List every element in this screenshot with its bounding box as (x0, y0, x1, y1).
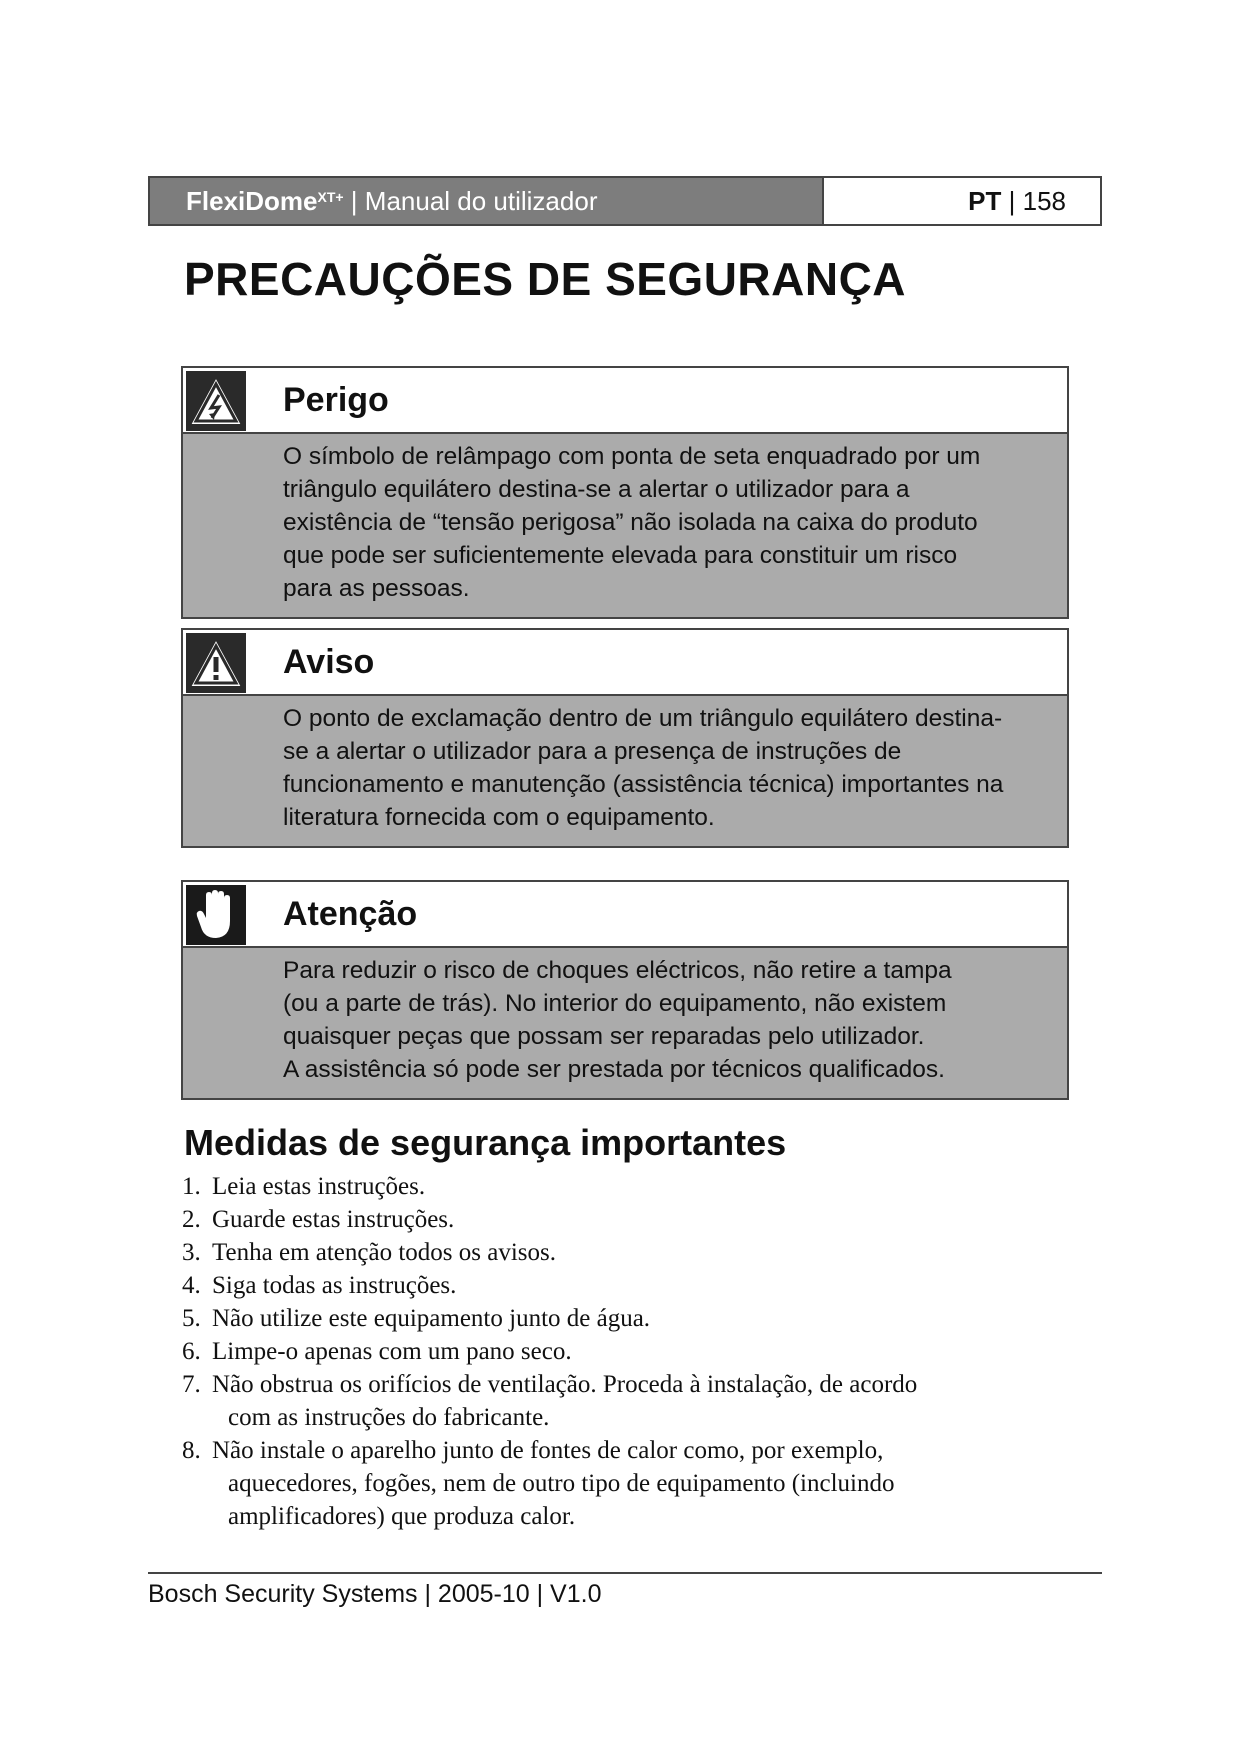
notice-line: que pode ser suficientemente elevada para constituir um risco (283, 542, 958, 569)
safety-measures-list (182, 1170, 1082, 1533)
notice-body (183, 948, 1067, 1098)
item-number: 5. (182, 1305, 201, 1332)
notice-caution (181, 880, 1069, 1100)
item-number: 6. (182, 1338, 201, 1365)
notice-line: Para reduzir o risco de choques eléctricos, não retire a tampa (283, 957, 952, 984)
item-number: 2. (182, 1206, 201, 1233)
product-name: FlexiDome (186, 185, 318, 216)
item-number: 3. (182, 1239, 201, 1266)
page-number: | 158 (1001, 185, 1066, 216)
header-doc-title (150, 178, 822, 224)
list-item (182, 1302, 1082, 1335)
item-text: Não utilize este equipamento junto de água. (212, 1305, 651, 1332)
item-number: 8. (182, 1437, 201, 1464)
item-text: Leia estas instruções. (212, 1173, 426, 1200)
exclamation-triangle-icon (183, 630, 249, 696)
notice-warning (181, 628, 1069, 848)
list-item (182, 1269, 1082, 1302)
list-item (182, 1434, 1082, 1533)
notice-line: (ou a parte de trás). No interior do equipamento, não existem (283, 990, 947, 1017)
language-code: PT (968, 185, 1002, 216)
notice-danger (181, 366, 1069, 619)
notice-line: quaisquer peças que possam ser reparadas pelo utilizador. (283, 1023, 925, 1050)
notice-title: Aviso (183, 630, 1067, 696)
item-text: Não obstrua os orifícios de ventilação. Proceda à instalação, de acordo (212, 1371, 918, 1398)
manual-title: | Manual do utilizador (343, 185, 598, 216)
product-superscript: XT+ (317, 189, 344, 205)
lightning-triangle-icon (183, 368, 249, 434)
list-item (182, 1335, 1082, 1368)
page-title: PRECAUÇÕES DE SEGURANÇA (184, 253, 907, 305)
footer-divider (148, 1572, 1102, 1574)
item-text: Tenha em atenção todos os avisos. (212, 1239, 556, 1266)
notice-body (183, 696, 1067, 846)
notice-line: triângulo equilátero destina-se a alertar o utilizador para a (283, 476, 910, 503)
item-text: Não instale o aparelho junto de fontes de calor como, por exemplo, (212, 1437, 884, 1464)
notice-line: funcionamento e manutenção (assistência técnica) importantes na (283, 771, 1004, 798)
item-text: Guarde estas instruções. (212, 1206, 455, 1233)
item-text-continued: aquecedores, fogões, nem de outro tipo de equipamento (incluindo amplificadores) que produza calor. (228, 1470, 895, 1530)
notice-line: O ponto de exclamação dentro de um triângulo equilátero destina- (283, 705, 1003, 732)
notice-line: literatura fornecida com o equipamento. (283, 804, 715, 831)
list-item (182, 1203, 1082, 1236)
item-number: 7. (182, 1371, 201, 1398)
header-page-info (822, 178, 1100, 224)
list-item (182, 1236, 1082, 1269)
page-footer: Bosch Security Systems | 2005-10 | V1.0 (148, 1580, 602, 1608)
page-header (148, 176, 1102, 226)
notice-line: se a alertar o utilizador para a presença de instruções de (283, 738, 902, 765)
item-text: Limpe-o apenas com um pano seco. (212, 1338, 572, 1365)
notice-line: O símbolo de relâmpago com ponta de seta enquadrado por um (283, 443, 981, 470)
section-heading: Medidas de segurança importantes (184, 1122, 787, 1163)
notice-title: Atenção (183, 882, 1067, 948)
notice-title: Perigo (183, 368, 1067, 434)
item-text-continued: com as instruções do fabricante. (228, 1404, 550, 1431)
notice-line: A assistência só pode ser prestada por técnicos qualificados. (283, 1056, 945, 1083)
list-item (182, 1368, 1082, 1434)
notice-line: existência de “tensão perigosa” não isolada na caixa do produto (283, 509, 978, 536)
list-item (182, 1170, 1082, 1203)
notice-body (183, 434, 1067, 617)
hand-stop-icon (183, 882, 249, 948)
item-number: 1. (182, 1173, 201, 1200)
notice-line: para as pessoas. (283, 575, 470, 602)
item-number: 4. (182, 1272, 201, 1299)
item-text: Siga todas as instruções. (212, 1272, 457, 1299)
